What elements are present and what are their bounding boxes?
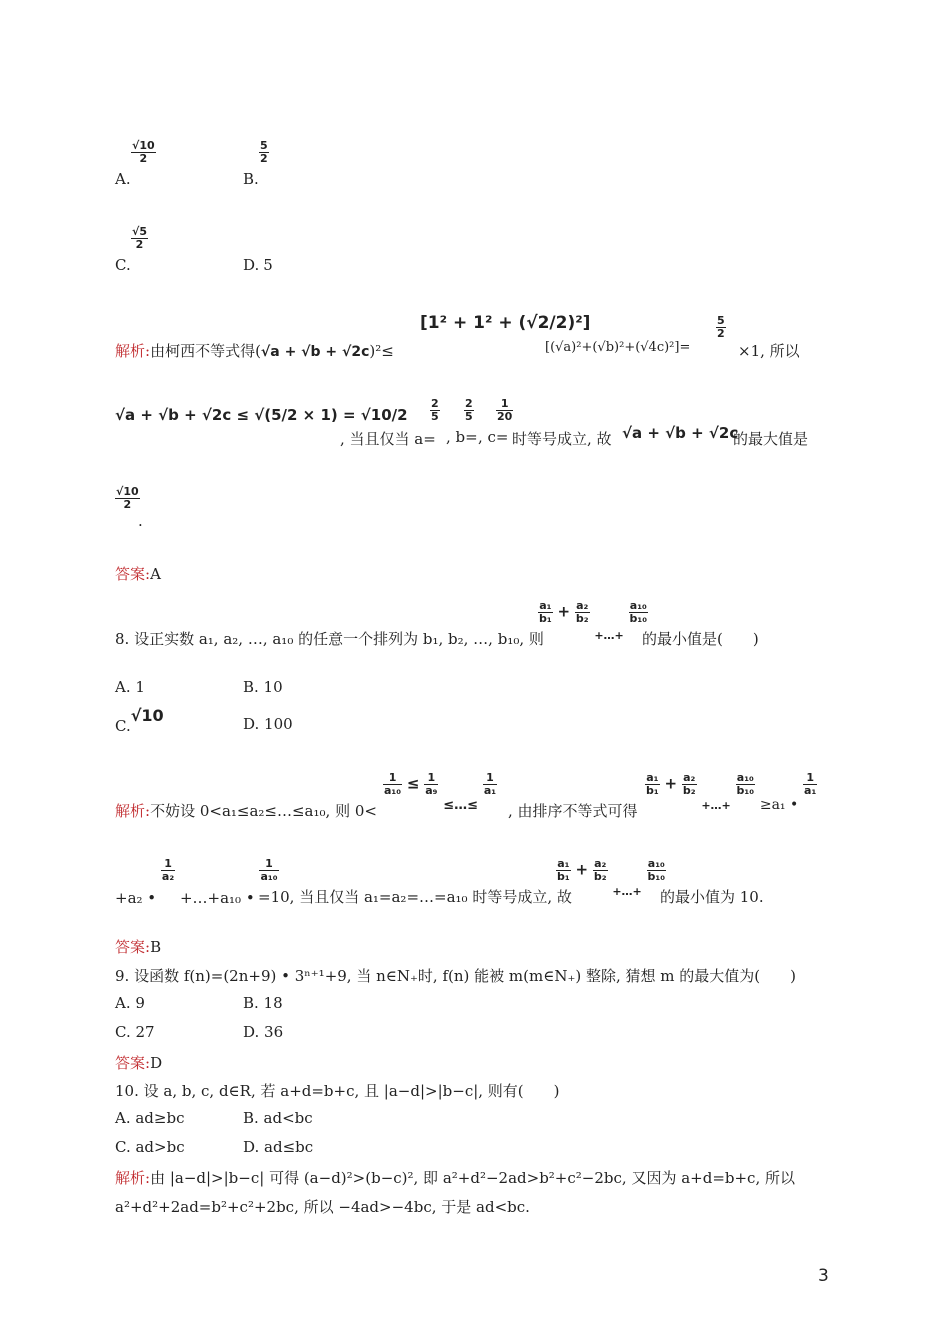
page-number: 3 [818,1266,829,1286]
q9-option-a: A. 9 [115,994,145,1012]
q8-option-a: A. 1 [115,678,145,696]
q7-analysis-frac: $\frac{5}{2}$ [717,314,725,341]
q7-analysis-line3: $\frac{√10}{2}$ [116,485,139,512]
q10-option-b: B. ad<bc [243,1109,313,1127]
q8-analysis-line2: +a₂ • $\frac{1}{\text{a₂}}$ +…+a₁₀ • $\frac{1}{\text{a₁₀}}$ [115,857,278,907]
q7-option-b-value: $\frac{5}{2}$ [260,139,268,166]
q7-analysis-line1-right: [(√a)²+(√b)²+(√4c)²]= [545,340,691,355]
q9-answer: 答案:D [115,1054,163,1072]
q8-option-c: C.√10 [115,706,164,735]
q8-option-d: D. 100 [243,715,293,733]
q9-option-c: C. 27 [115,1023,155,1041]
q8-analysis-fraction-chain: $\frac{1}{\text{a₁₀}}$ ≤ $\frac{1}{\text{a₉}}$ ≤…≤ $\frac{1}{\text{a₁}}$ [384,771,497,813]
math-sum-sqrt: √a + √b + √2c [260,344,370,360]
q7-option-d: D. 5 [243,256,273,274]
q8-stem-fraction-sum: $\frac{\text{a₁}}{\text{b₁}}$ + $\frac{\text{a₂}}{\text{b₂}}$ $_{+\dots+}$ $\frac{\text{a₁₀}}{\text{b₁₀}}$ [539,599,648,642]
q7-option-a-value: $\frac{√10}{2}$ [132,139,155,166]
q7-analysis-line1-tail: ×1, 所以 [738,342,800,360]
q8-answer: 答案:B [115,938,162,956]
q7-answer: 答案:A [115,565,161,583]
q7-analysis-inequality: √a + √b + √2c ≤ √(5/2 × 1) = √10/2 [115,406,408,424]
q7-analysis-bracket: [1² + 1² + (√2/2)²] [420,313,591,333]
q10-option-d: D. ad≤bc [243,1138,314,1156]
q10-analysis-line2: a²+d²+2ad=b²+c²+2bc, 所以 −4ad>−4bc, 于是 ad<bc. [115,1198,530,1216]
q9-option-b: B. 18 [243,994,283,1012]
q10-stem: 10. 设 a, b, c, d∈R, 若 a+d=b+c, 且 |a−d|>|b−c|, 则有( ) [115,1082,560,1100]
q10-option-c: C. ad>bc [115,1138,185,1156]
q8-analysis-line1: 解析:不妨设 0<a₁≤a₂≤…≤a₁₀, 则 0< [115,802,377,820]
q9-stem: 9. 设函数 f(n)=(2n+9) • 3ⁿ⁺¹+9, 当 n∈N₊时, f(n) 能被 m(m∈N₊) 整除, 猜想 m 的最大值为( ) [115,967,796,985]
q9-option-d: D. 36 [243,1023,284,1041]
analysis-label: 解析: [115,342,151,360]
q10-option-a: A. ad≥bc [115,1109,185,1127]
fraction-a: $\frac{2}{5}$ [431,397,439,424]
q8-analysis-sum2: $\frac{\text{a₁}}{\text{b₁}}$ + $\frac{\text{a₂}}{\text{b₂}}$ $_{+\dots+}$ $\frac{\text{a₁₀}}{\text{b₁₀}}$ [557,857,666,898]
q8-option-b: B. 10 [243,678,283,696]
q10-analysis-line1: 解析:由 |a−d|>|b−c| 可得 (a−d)²>(b−c)², 即 a²+d²−2ad>b²+c²−2bc, 又因为 a+d=b+c, 所以 [115,1169,795,1187]
q8-stem: 8. 设正实数 a₁, a₂, …, a₁₀ 的任意一个排列为 b₁, b₂, …, b₁₀, 则 [115,630,544,648]
fraction-c: $\frac{1}{20}$ [497,397,513,424]
fraction-b: $\frac{2}{5}$ [465,397,473,424]
q7-analysis-line2: , 当且仅当 a= [340,430,436,448]
q7-option-c-value: $\frac{√5}{2}$ [132,225,147,252]
q7-analysis-line1: 解析:由柯西不等式得(√a + √b + √2c)²≤ [115,342,394,360]
q8-analysis-sum1: $\frac{\text{a₁}}{\text{b₁}}$ + $\frac{\text{a₂}}{\text{b₂}}$ $_{+\dots+}$ $\frac{\text{a₁₀}}{\text{b₁₀}}$ ≥a₁ • $\frac{1}{\text{a₁}}$ [646,771,817,813]
